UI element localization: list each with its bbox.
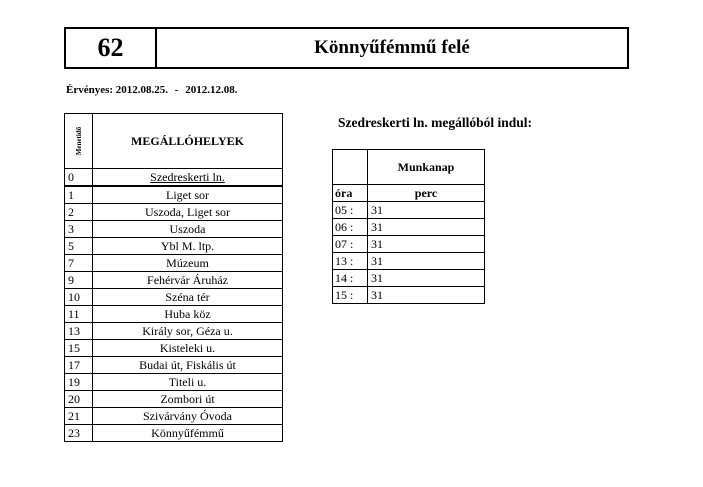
- stop-row: [65, 357, 283, 374]
- stop-name: Huba köz: [93, 306, 283, 323]
- stop-travel-time: 15: [65, 340, 93, 357]
- stop-travel-time: 17: [65, 357, 93, 374]
- stop-row: [65, 204, 283, 221]
- stop-name: Könnyűfémmű: [93, 425, 283, 442]
- validity-separator: -: [174, 84, 179, 96]
- route-destination: Könnyűfémmű felé: [314, 37, 470, 58]
- stop-travel-time: 11: [65, 306, 93, 323]
- departure-row: [333, 270, 485, 287]
- hour-header: óra: [333, 185, 368, 202]
- stop-travel-time: 21: [65, 408, 93, 425]
- stop-travel-time: 13: [65, 323, 93, 340]
- stops-table-header: [65, 114, 283, 169]
- departure-hour: 13 :: [333, 253, 368, 270]
- stops-table: [64, 113, 283, 442]
- travel-time-header: Menetidő: [65, 114, 93, 169]
- departure-minutes: 31: [368, 202, 485, 219]
- stop-travel-time: 23: [65, 425, 93, 442]
- timetable-body: [333, 202, 485, 304]
- departure-row: [333, 287, 485, 304]
- stop-travel-time: 7: [65, 255, 93, 272]
- departure-minutes: 31: [368, 219, 485, 236]
- departure-hour: 06 :: [333, 219, 368, 236]
- stop-row: [65, 221, 283, 238]
- stop-row: [65, 374, 283, 391]
- minute-header: perc: [368, 185, 485, 202]
- stops-body: [65, 169, 283, 442]
- stop-name: Budai út, Fiskális út: [93, 357, 283, 374]
- stop-name: Kisteleki u.: [93, 340, 283, 357]
- day-type-header: Munkanap: [368, 150, 485, 185]
- stop-row: [65, 391, 283, 408]
- validity-end: 2012.12.08.: [185, 84, 238, 96]
- stop-row: [65, 169, 283, 187]
- departure-title: Szedreskerti ln. megállóból indul:: [338, 115, 533, 130]
- departure-hour: 07 :: [333, 236, 368, 253]
- departure-minutes: 31: [368, 287, 485, 304]
- stop-name: Zombori út: [93, 391, 283, 408]
- stop-row: [65, 272, 283, 289]
- departure-timetable: [332, 149, 485, 304]
- stop-row: [65, 255, 283, 272]
- departure-minutes: 31: [368, 270, 485, 287]
- stops-header: MEGÁLLÓHELYEK: [93, 114, 283, 169]
- stop-travel-time: 9: [65, 272, 93, 289]
- stop-row: [65, 408, 283, 425]
- stop-row: [65, 323, 283, 340]
- route-number: 62: [66, 29, 157, 67]
- departure-row: [333, 202, 485, 219]
- stop-name: Király sor, Géza u.: [93, 323, 283, 340]
- stop-name: Széna tér: [93, 289, 283, 306]
- stop-row: [65, 289, 283, 306]
- stop-name: Szedreskerti ln.: [93, 169, 283, 187]
- stop-travel-time: 0: [65, 169, 93, 187]
- stop-name: Fehérvár Áruház: [93, 272, 283, 289]
- stop-row: [65, 306, 283, 323]
- validity-start: Érvényes: 2012.08.25.: [66, 84, 169, 96]
- departure-minutes: 31: [368, 253, 485, 270]
- departure-hour: 05 :: [333, 202, 368, 219]
- stop-name: Titeli u.: [93, 374, 283, 391]
- stop-name: Liget sor: [93, 186, 283, 204]
- validity-period: [66, 84, 241, 96]
- route-header: [64, 27, 629, 69]
- stop-travel-time: 5: [65, 238, 93, 255]
- departure-row: [333, 253, 485, 270]
- stop-name: Ybl M. ltp.: [93, 238, 283, 255]
- stop-travel-time: 3: [65, 221, 93, 238]
- departure-row: [333, 236, 485, 253]
- timetable-day-row: [333, 150, 485, 185]
- stop-name: Uszoda, Liget sor: [93, 204, 283, 221]
- stop-name: Uszoda: [93, 221, 283, 238]
- stop-name: Múzeum: [93, 255, 283, 272]
- stop-travel-time: 20: [65, 391, 93, 408]
- stop-row: [65, 186, 283, 204]
- departure-minutes: 31: [368, 236, 485, 253]
- departure-hour: 15 :: [333, 287, 368, 304]
- departure-row: [333, 219, 485, 236]
- stop-row: [65, 238, 283, 255]
- stop-travel-time: 2: [65, 204, 93, 221]
- stop-row: [65, 425, 283, 442]
- stop-travel-time: 1: [65, 186, 93, 204]
- timetable-corner: [333, 150, 368, 185]
- stop-travel-time: 19: [65, 374, 93, 391]
- stop-travel-time: 10: [65, 289, 93, 306]
- departure-hour: 14 :: [333, 270, 368, 287]
- stop-row: [65, 340, 283, 357]
- timetable-subheader: [333, 185, 485, 202]
- stop-name: Szivárvány Óvoda: [93, 408, 283, 425]
